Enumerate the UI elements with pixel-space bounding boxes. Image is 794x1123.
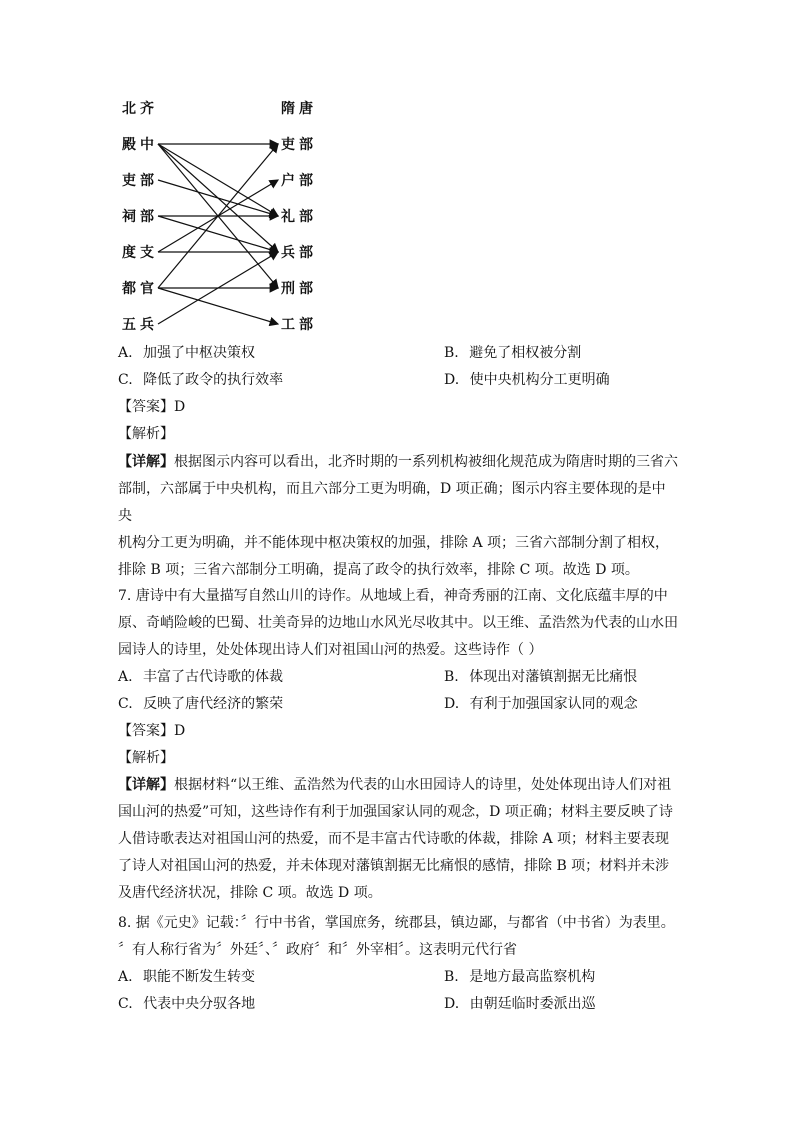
detail-line: 根据图示内容可以看出，北齐时期的一系列机构被细化规范成为隋唐时期的三省六 bbox=[174, 454, 678, 470]
stem-line: 8. 据《元史》记载：〞行中书省，掌国庶务，统郡县，镇边鄙，与都省（中书省）为表里。 bbox=[118, 915, 675, 931]
q6-detail bbox=[118, 449, 678, 584]
option-letter: D. bbox=[444, 996, 460, 1012]
option-text: 有利于加强国家认同的观念 bbox=[469, 696, 638, 712]
right-node: 户部 bbox=[281, 173, 317, 189]
detail-line: 排除 B 项；三省六部制分工明确，提高了政令的执行效率，排除 C 项。故选 D 项。 bbox=[118, 562, 639, 578]
option-letter: C. bbox=[118, 372, 133, 388]
q6-option-c bbox=[118, 370, 283, 390]
option-letter: B. bbox=[444, 345, 459, 361]
option-text: 避免了相权被分割 bbox=[469, 345, 582, 361]
option-letter: A. bbox=[118, 345, 133, 361]
option-letter: C. bbox=[118, 996, 133, 1012]
q7-answer: 【答案】D bbox=[118, 723, 186, 739]
stem-line: 园诗人的诗里，处处体现出诗人们对祖国山河的热爱。这些诗作（ ） bbox=[118, 642, 543, 658]
option-letter: A. bbox=[118, 969, 133, 985]
left-header: 北齐 bbox=[122, 101, 158, 117]
q6-option-d bbox=[444, 370, 610, 390]
option-text: 是地方最高监察机构 bbox=[469, 969, 596, 985]
right-node: 工部 bbox=[281, 317, 317, 333]
q7-option-a bbox=[118, 667, 283, 687]
option-text: 代表中央分驭各地 bbox=[143, 996, 256, 1012]
q7-option-b bbox=[444, 667, 637, 687]
q6-analysis-heading: 【解析】 bbox=[118, 426, 174, 442]
link-arrow bbox=[158, 288, 278, 324]
option-text: 由朝廷临时委派出巡 bbox=[469, 996, 596, 1012]
detail-tag: 【详解】 bbox=[118, 454, 174, 470]
detail-tag: 【详解】 bbox=[118, 777, 174, 793]
q8-stem bbox=[118, 910, 678, 964]
stem-line: 〞有人称行省为〞外廷〞、〞政府〞和〞外宰相〞。这表明元代行省 bbox=[118, 942, 517, 958]
option-text: 丰富了古代诗歌的体裁 bbox=[143, 669, 284, 685]
q7-detail bbox=[118, 772, 678, 907]
option-letter: D. bbox=[444, 372, 460, 388]
option-letter: D. bbox=[444, 696, 460, 712]
detail-line: 了诗人对祖国山河的热爱，并未体现对藩镇割据无比痛恨的感情，排除 B 项；材料并未涉 bbox=[118, 858, 670, 874]
option-letter: C. bbox=[118, 696, 133, 712]
right-node: 刑部 bbox=[281, 281, 317, 297]
link-arrow bbox=[158, 144, 278, 216]
option-text: 降低了政令的执行效率 bbox=[143, 372, 284, 388]
left-node: 度支 bbox=[122, 245, 158, 261]
left-node: 都官 bbox=[122, 281, 158, 297]
option-letter: A. bbox=[118, 669, 133, 685]
right-node: 礼部 bbox=[281, 209, 317, 225]
detail-line: 根据材料“以王维、孟浩然为代表的山水田园诗人的诗里，处处体现出诗人们对祖 bbox=[174, 777, 672, 793]
option-text: 使中央机构分工更明确 bbox=[469, 372, 610, 388]
detail-line: 国山河的热爱”可知，这些诗作有利于加强国家认同的观念，D 项正确；材料主要反映了诗 bbox=[118, 804, 673, 820]
q7-stem bbox=[118, 583, 678, 664]
q6-option-a bbox=[118, 343, 255, 363]
q8-option-b bbox=[444, 967, 595, 987]
q6-answer: 【答案】D bbox=[118, 399, 186, 415]
detail-line: 机构分工更为明确，并不能体现中枢决策权的加强，排除 A 项；三省六部制分割了相权， bbox=[118, 535, 670, 551]
stem-line: 原、奇峭险峻的巴蜀、壮美奇异的边地山水风光尽收其中。以王维、孟浩然为代表的山水田 bbox=[118, 615, 678, 631]
institution-diagram bbox=[118, 92, 328, 337]
left-node: 殿中 bbox=[122, 137, 158, 153]
option-text: 职能不断发生转变 bbox=[143, 969, 256, 985]
q8-option-c bbox=[118, 994, 255, 1014]
right-node: 吏部 bbox=[281, 137, 317, 153]
left-node: 五兵 bbox=[122, 317, 158, 333]
q8-option-a bbox=[118, 967, 255, 987]
q7-option-c bbox=[118, 694, 283, 714]
option-text: 反映了唐代经济的繁荣 bbox=[143, 696, 284, 712]
option-letter: B. bbox=[444, 669, 459, 685]
q7-analysis-heading: 【解析】 bbox=[118, 750, 174, 766]
stem-line: 7. 唐诗中有大量描写自然山川的诗作。从地域上看，神奇秀丽的江南、文化底蕴丰厚的中 bbox=[118, 588, 668, 604]
option-letter: B. bbox=[444, 969, 459, 985]
q6-option-b bbox=[444, 343, 581, 363]
detail-line: 人借诗歌表达对祖国山河的热爱，而不是丰富古代诗歌的体裁，排除 A 项；材料主要表现 bbox=[118, 831, 670, 847]
link-arrow bbox=[158, 216, 278, 252]
right-node: 兵部 bbox=[281, 245, 317, 261]
left-node: 祠部 bbox=[122, 209, 158, 225]
option-text: 加强了中枢决策权 bbox=[143, 345, 256, 361]
option-text: 体现出对藩镇割据无比痛恨 bbox=[469, 669, 638, 685]
left-node: 吏部 bbox=[122, 173, 158, 189]
right-header: 隋唐 bbox=[281, 101, 317, 117]
detail-line: 部制，六部属于中央机构，而且六部分工更为明确，D 项正确；图示内容主要体现的是中央 bbox=[118, 481, 666, 524]
detail-line: 及唐代经济状况，排除 C 项。故选 D 项。 bbox=[118, 885, 382, 901]
q7-option-d bbox=[444, 694, 638, 714]
q8-option-d bbox=[444, 994, 596, 1014]
link-arrow bbox=[158, 180, 278, 216]
